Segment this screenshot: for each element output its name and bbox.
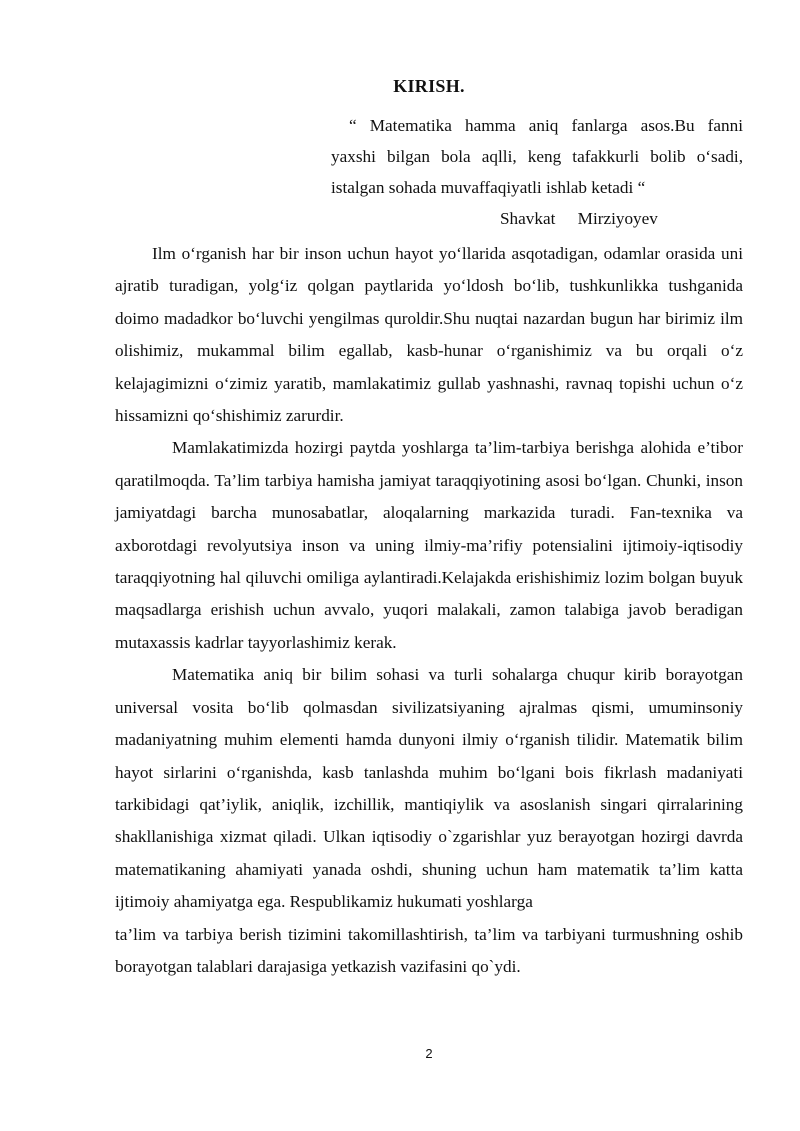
document-body [115,238,743,983]
paragraph: Ilm o‘rganish har bir inson uchun hayot yo‘llarida asqotadigan, odamlar orasida uni ajratib turadigan, yolg‘iz qolgan paytlarida yo‘ldosh bo‘lib, tushkunlikka tushganida doimo madadkor bo‘luvchi yengilmas quroldir.Shu nuqtai nazardan bugun har birimiz ilm olishimiz, mukammal bilim egallab, kasb-hunar o‘rganishimiz va bu orqali o‘z kelajagimizni o‘zimiz yaratib, mamlakatimiz gullab yashnashi, ravnaq topishi uchun o‘z hissamizni qo‘shishimiz zarurdir. [115,244,743,426]
epigraph-line: istalgan sohada muvaffaqiyatli ishlab ketadi “ [331,178,646,197]
epigraph [331,110,743,203]
epigraph-line: “ Matematika hamma aniq fanlarga asos.Bu fanni [349,116,743,135]
page-title: KIRISH. [393,76,465,96]
paragraph: ta’lim va tarbiya berish tizimini takomillashtirish, ta’lim va tarbiyani turmushning oshib borayotgan talablari darajasiga yetkazish vazifasini qo`ydi. [115,924,743,976]
epigraph-line: yaxshi bilgan bola aqlli, keng tafakkurli bolib o‘sadi, [331,147,743,166]
epigraph-author: Shavkat Mirziyoyev [500,209,658,228]
paragraph: Mamlakatimizda hozirgi paytda yoshlarga ta’lim-tarbiya berishga alohida e’tibor qaratilmoqda. Ta’lim tarbiya hamisha jamiyat taraqqiyotining asosi bo‘lgan. Chunki, inson jamiyatdagi barcha munosabatlar, aloqalarning markazida turadi. Fan-texnika va axborotdagi revolyutsiya inson va uning ilmiy-ma’rifiy potensialini ijtimoiy-iqtisodiy taraqqiyotning hal qiluvchi omiliga aylantiradi.Kelajakda erishishimiz lozim bolgan buyuk maqsadlarga erishish uchun avvalo, yuqori malakali, zamon talabiga javob beradigan mutaxassis kadrlar tayyorlashimiz kerak. [115,438,743,652]
page-number: 2 [425,1046,433,1061]
paragraph: Matematika aniq bir bilim sohasi va turli sohalarga chuqur kirib borayotgan universal vosita bo‘lib qolmasdan sivilizatsiyaning ajralmas qismi, umuminsoniy madaniyatning muhim elementi hamda dunyoni ilmiy o‘rganish tilidir. Matematik bilim hayot sirlarini o‘rganishda, kasb tanlashda muhim bo‘lgani bois fikrlash madaniyati tarkibidagi qat’iylik, aniqlik, izchillik, mantiqiylik va asoslanish singari qirralarining shakllanishiga xizmat qiladi. Ulkan iqtisodiy o`zgarishlar yuz berayotgan hozirgi davrda matematikaning ahamiyati yanada oshdi, shuning uchun ham matematik ta’lim katta ijtimoiy ahamiyatga ega. Respublikamiz hukumati yoshlarga [115,665,743,912]
